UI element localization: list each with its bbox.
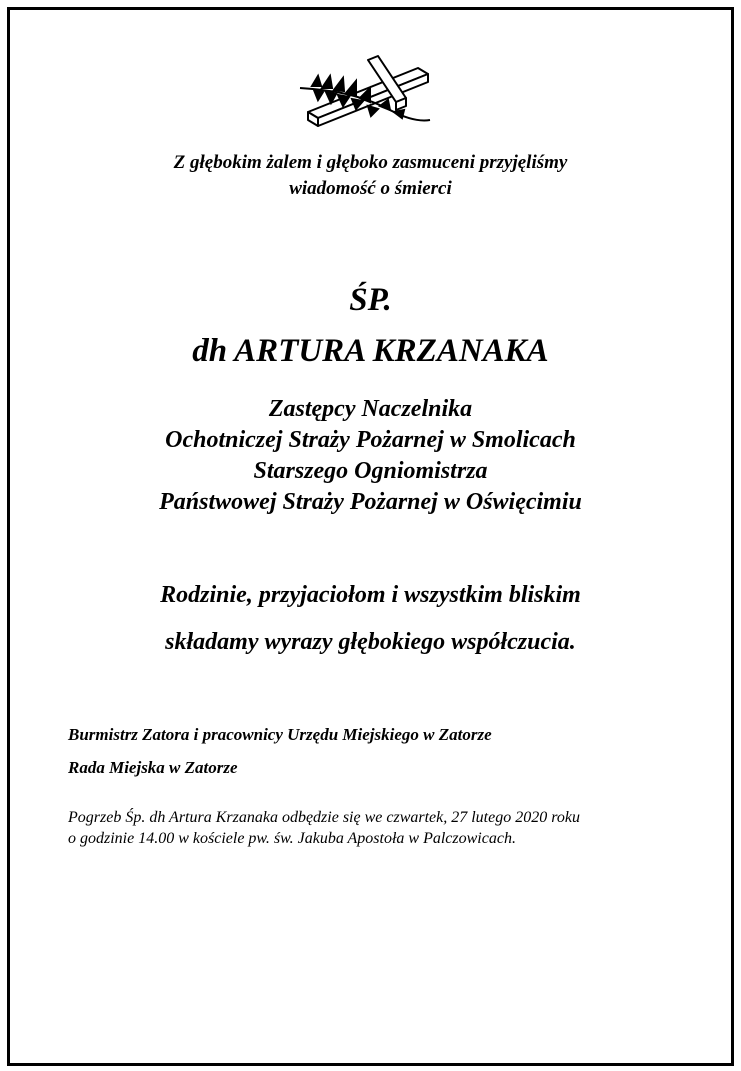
intro-line: wiadomość o śmierci bbox=[289, 178, 452, 199]
title-line: Starszego Ogniomistrza bbox=[253, 458, 488, 484]
deceased-name: dh ARTURA KRZANAKA bbox=[192, 333, 549, 369]
funeral-line: Pogrzeb Śp. dh Artura Krzanaka odbędzie się we czwartek, 27 lutego 2020 roku bbox=[68, 809, 580, 826]
funeral-info bbox=[68, 807, 688, 849]
titles-block bbox=[0, 394, 741, 518]
condolence-text bbox=[0, 572, 741, 666]
condolence-line: składamy wyrazy głębokiego współczucia. bbox=[165, 629, 576, 655]
cross-with-palm-branch-icon bbox=[290, 50, 440, 130]
intro-text bbox=[0, 150, 741, 202]
signer: Rada Miejska w Zatorze bbox=[68, 758, 238, 777]
intro-line: Z głębokim żalem i głęboko zasmuceni przyjęliśmy bbox=[173, 152, 568, 173]
funeral-line: o godzinie 14.00 w kościele pw. św. Jakuba Apostoła w Palczowicach. bbox=[68, 830, 516, 847]
title-line: Zastępcy Naczelnika bbox=[268, 396, 473, 422]
signer: Burmistrz Zatora i pracownicy Urzędu Miejskiego w Zatorze bbox=[68, 725, 492, 744]
honorific: ŚP. bbox=[349, 282, 392, 318]
title-line: Ochotniczej Straży Pożarnej w Smolicach bbox=[165, 427, 576, 453]
title-line: Państwowej Straży Pożarnej w Oświęcimiu bbox=[159, 489, 582, 515]
condolence-line: Rodzinie, przyjaciołom i wszystkim bliskim bbox=[160, 582, 581, 608]
